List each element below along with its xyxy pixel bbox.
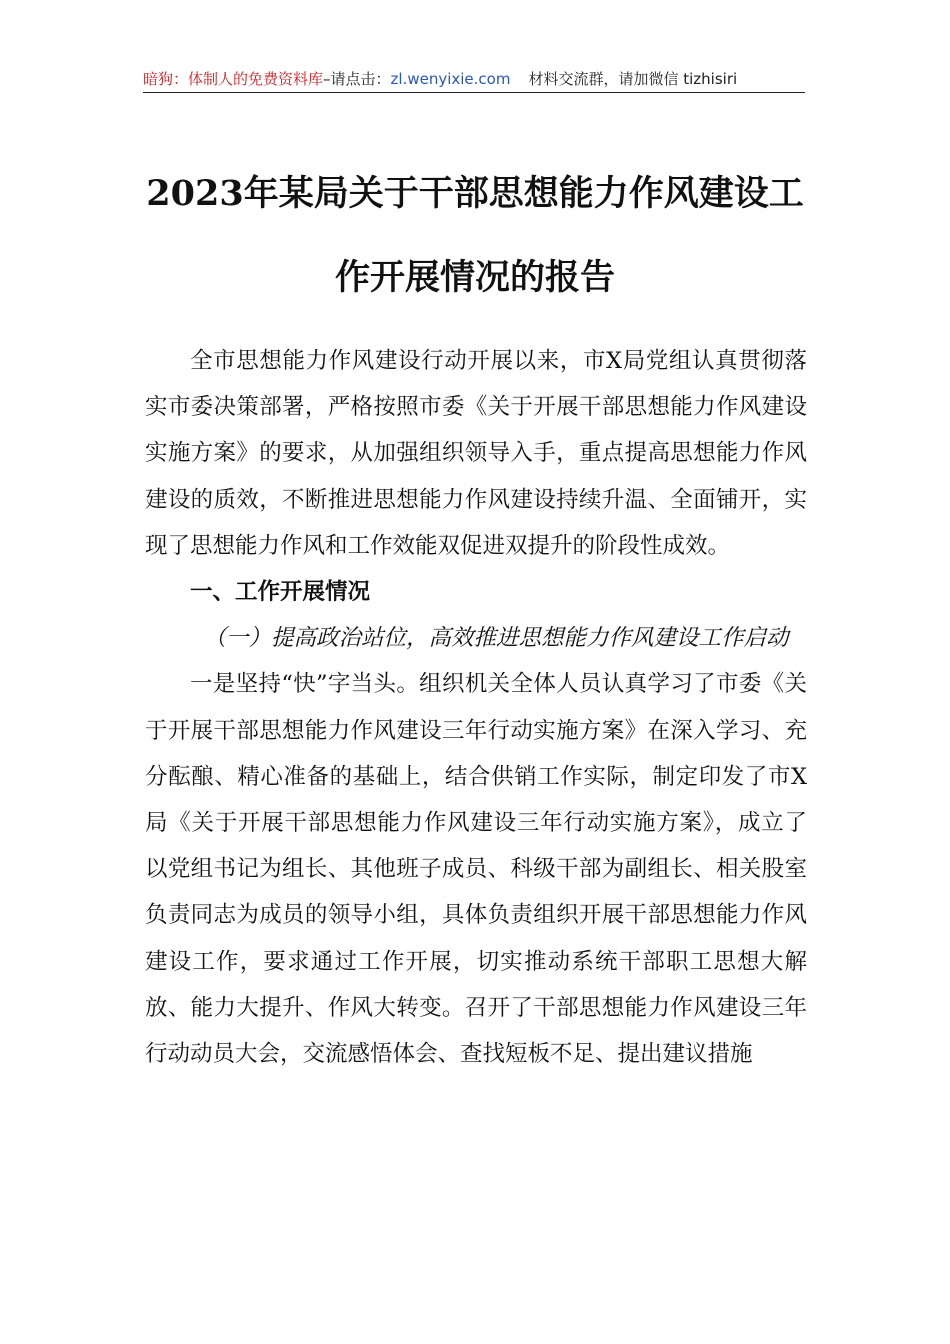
header-url-link[interactable]: zl.wenyixie.com xyxy=(390,70,511,88)
body-paragraph: 一是坚持“快”字当头。组织机关全体人员认真学习了市委《关于开展干部思想能力作风建设三年行动实施方案》在深入学习、充分酝酿、精心准备的基础上，结合供销工作实际，制定印发了市X局《关于开展干部思想能力作风建设三年行动实施方案》，成立了以党组书记为组长、其他班子成员、科级干部为副组长、相关股室负责同志为成员的领导小组，具体负责组织开展干部思想能力作风建设工作，要求通过工作开展，切实推动系统干部职工思想大解放、能力大提升、作风大转变。召开了干部思想能力作风建设三年行动动员大会，交流感悟体会、查找短板不足、提出建议措施 xyxy=(145,671,807,1068)
subsection-heading: （一）提高政治站位，高效推进思想能力作风建设工作启动 xyxy=(203,625,789,652)
page-header xyxy=(143,66,805,93)
header-brand: 暗狗：体制人的免费资料库 xyxy=(143,70,324,88)
header-contact: 材料交流群，请加微信 tizhisiri xyxy=(528,70,738,88)
header-click-label: –请点击： xyxy=(323,70,391,88)
document-body xyxy=(145,338,807,1077)
section-heading: 一、工作开展情况 xyxy=(190,579,371,606)
intro-paragraph: 全市思想能力作风建设行动开展以来，市X局党组认真贯彻落实市委决策部署，严格按照市委《关于开展干部思想能力作风建设实施方案》的要求，从加强组织领导入手，重点提高思想能力作风建设的质效，不断推进思想能力作风建设持续升温、全面铺开，实现了思想能力作风和工作效能双促进双提升的阶段性成效。 xyxy=(145,348,807,559)
document-title: 2023年某局关于干部思想能力作风建设工作开展情况的报告 xyxy=(146,173,804,298)
